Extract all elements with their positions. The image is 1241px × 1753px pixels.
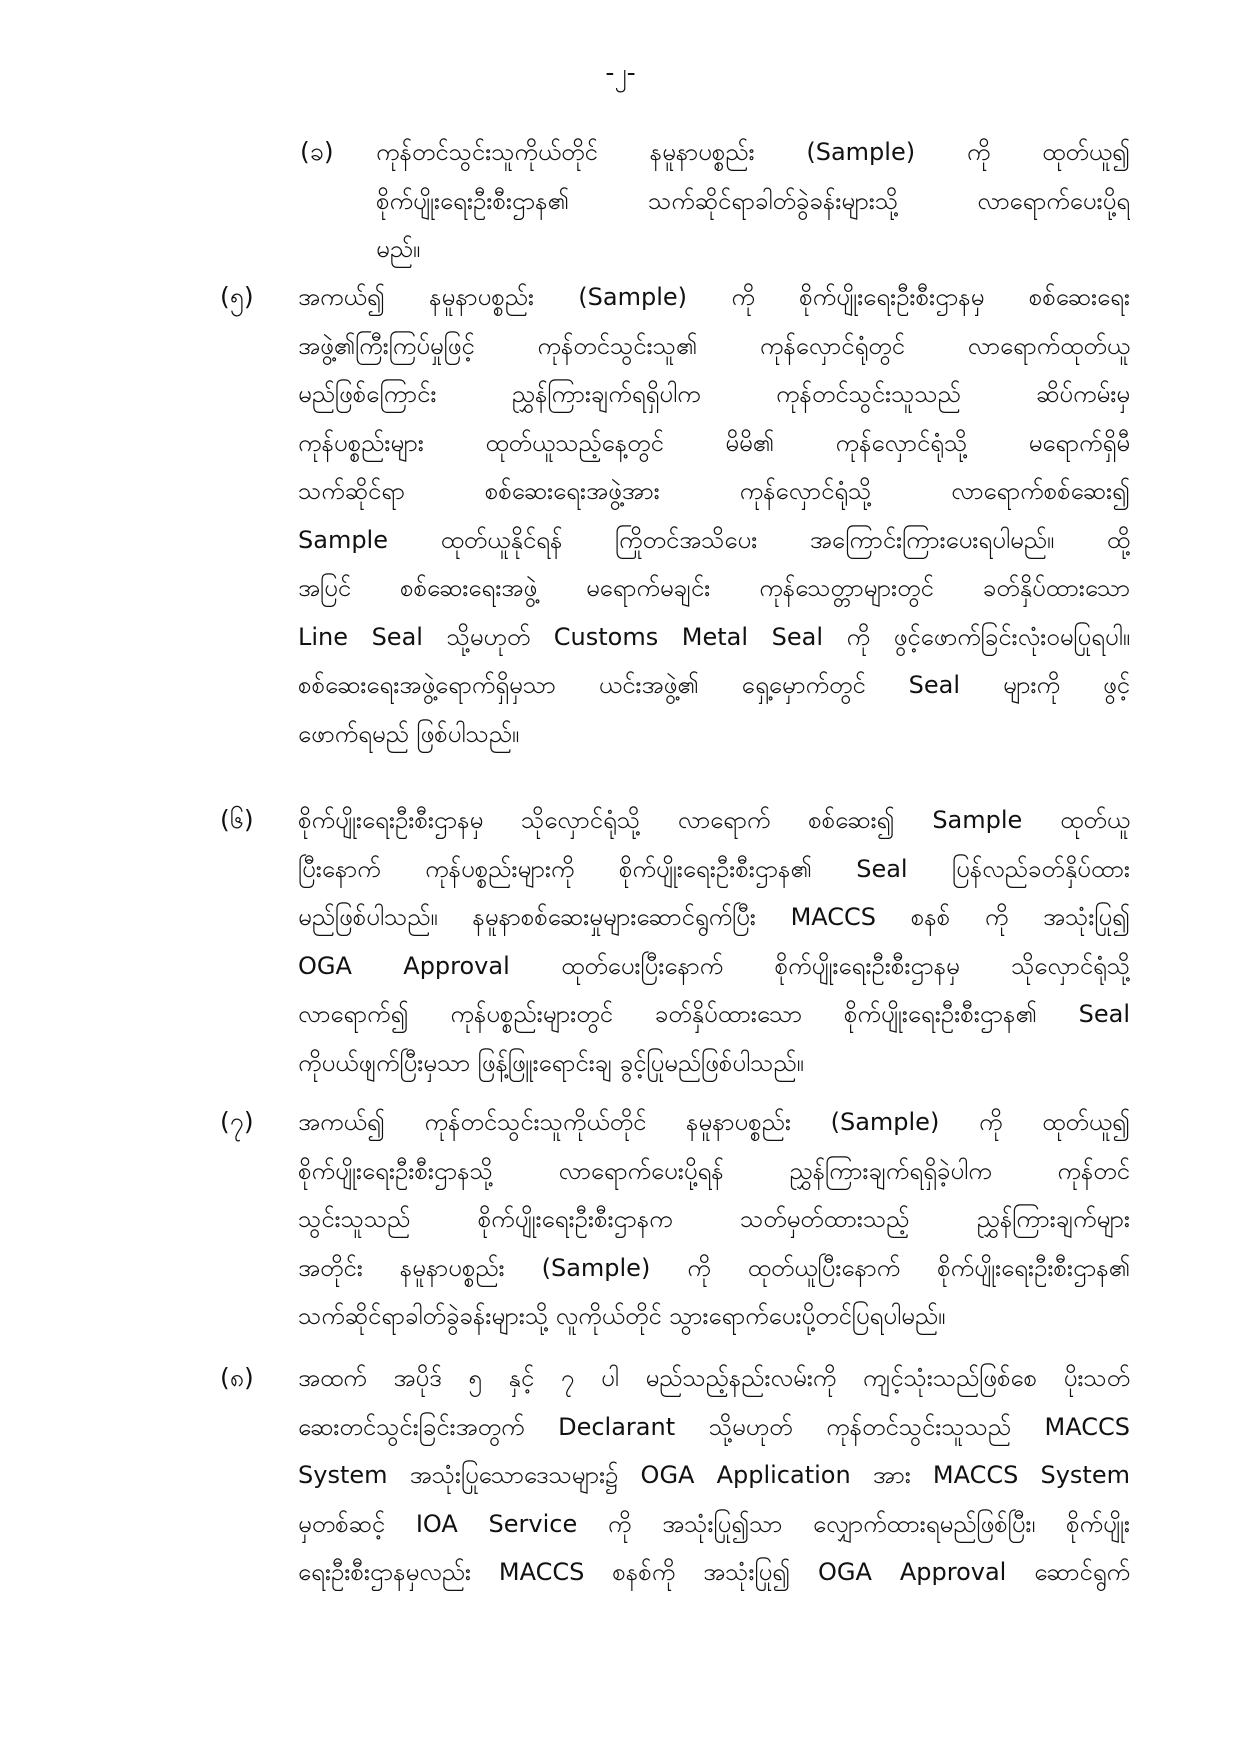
page-number: -၂- xyxy=(605,58,636,87)
text-line: မည်ဖြစ်ကြောင်း ညွှန်ကြားချက်ရရှိပါက ကုန်တင်သွင်းသူသည် ဆိပ်ကမ်းမှ xyxy=(298,380,1130,408)
text-line: OGA Approval ထုတ်ပေးပြီးနောက် စိုက်ပျိုးရေးဦးစီးဌာနမှ သိုလှောင်ရုံသို့ xyxy=(298,951,1130,980)
text-line: အတိုင်း နမူနာပစ္စည်း (Sample) ကို ထုတ်ယူပြီးနောက် စိုက်ပျိုးရေးဦးစီးဌာန၏ xyxy=(298,1253,1130,1282)
paragraph-number: (၅) xyxy=(220,282,254,311)
text-line: အပြင် စစ်ဆေးရေးအဖွဲ့ မရောက်မချင်း ကုန်သေတ္တာများတွင် ခတ်နှိပ်ထားသော xyxy=(298,574,1130,602)
text-line: စစ်ဆေးရေးအဖွဲ့ရောက်ရှိမှသာ ယင်းအဖွဲ့၏ ရှေ့မှောက်တွင် Seal များကို ဖွင့် xyxy=(298,671,1130,699)
text-line: မှတစ်ဆင့် IOA Service ကို အသုံးပြု၍သာ လျှောက်ထားရမည်ဖြစ်ပြီး၊ စိုက်ပျိုး xyxy=(298,1509,1130,1538)
text-line: လာရောက်၍ ကုန်ပစ္စည်းများတွင် ခတ်နှိပ်ထားသော စိုက်ပျိုးရေးဦးစီးဌာန၏ Seal xyxy=(298,1000,1130,1028)
text-line: စိုက်ပျိုးရေးဦးစီးဌာနသို့ လာရောက်ပေးပို့ရန် ညွှန်ကြားချက်ရရှိခဲ့ပါက ကုန်တင် xyxy=(298,1156,1130,1185)
text-line: စိုက်ပျိုးရေးဦးစီးဌာနမှ သိုလှောင်ရုံသို့ လာရောက် စစ်ဆေး၍ Sample ထုတ်ယူ xyxy=(298,806,1130,834)
text-line: Sample ထုတ်ယူနိုင်ရန် ကြိုတင်အသိပေး အကြောင်းကြားပေးရပါမည်။ ထို့ xyxy=(298,525,1130,554)
paragraph-number: (၇) xyxy=(220,1107,254,1136)
text-line: ဖောက်ရမည် ဖြစ်ပါသည်။ xyxy=(298,719,520,748)
paragraph-text xyxy=(298,1098,1130,1341)
paragraph-number: (ခ) xyxy=(300,137,334,166)
paragraph-text xyxy=(298,796,1130,1087)
text-line: မည်ဖြစ်ပါသည်။ နမူနာစစ်ဆေးမှုများဆောင်ရွက်ပြီး MACCS စနစ် ကို အသုံးပြု၍ xyxy=(298,903,1130,931)
text-line: ရေးဦးစီးဌာနမှလည်း MACCS စနစ်ကို အသုံးပြု၍ OGA Approval ဆောင်ရွက် xyxy=(298,1558,1130,1586)
text-line: သွင်းသူသည် စိုက်ပျိုးရေးဦးစီးဌာနက သတ်မှတ်ထားသည့် ညွှန်ကြားချက်များ xyxy=(298,1205,1130,1233)
text-line: System အသုံးပြုသောဒေသများ၌ OGA Application အား MACCS System xyxy=(298,1461,1130,1489)
text-line: ကုန်တင်သွင်းသူကိုယ်တိုင် နမူနာပစ္စည်း (Sample) ကို ထုတ်ယူ၍ xyxy=(376,138,1130,166)
paragraph-text xyxy=(376,128,1130,274)
paragraph-number: (၈) xyxy=(220,1363,254,1392)
text-line: အထက် အပိုဒ် ၅ နှင့် ၇ ပါ မည်သည့်နည်းလမ်းကို ကျင့်သုံးသည်ဖြစ်စေ ပိုးသတ် xyxy=(298,1364,1130,1392)
text-line: Line Seal သို့မဟုတ် Customs Metal Seal ကို ဖွင့်ဖောက်ခြင်းလုံးဝမပြုရပါ။ xyxy=(298,622,1130,651)
text-line: အဖွဲ့၏ကြီးကြပ်မှုဖြင့် ကုန်တင်သွင်းသူ၏ ကုန်လှောင်ရုံတွင် လာရောက်ထုတ်ယူ xyxy=(298,331,1130,360)
paragraph-text xyxy=(298,1354,1130,1597)
text-line: ဆေးတင်သွင်းခြင်းအတွက် Declarant သို့မဟုတ် ကုန်တင်သွင်းသူသည် MACCS xyxy=(298,1412,1130,1441)
paragraph-number: (၆) xyxy=(220,805,254,834)
text-line: အကယ်၍ ကုန်တင်သွင်းသူကိုယ်တိုင် နမူနာပစ္စည်း (Sample) ကို ထုတ်ယူ၍ xyxy=(298,1108,1130,1136)
paragraph-text xyxy=(298,273,1130,758)
text-line: ကုန်ပစ္စည်းများ ထုတ်ယူသည့်နေ့တွင် မိမိ၏ ကုန်လှောင်ရုံသို့ မရောက်ရှိမီ xyxy=(298,428,1130,457)
text-line: အကယ်၍ နမူနာပစ္စည်း (Sample) ကို စိုက်ပျိုးရေးဦးစီးဌာနမှ စစ်ဆေးရေး xyxy=(298,283,1130,311)
text-line: သက်ဆိုင်ရာခါတ်ခွဲခန်းများသို့ လူကိုယ်တိုင် သွားရောက်ပေးပို့တင်ပြရပါမည်။ xyxy=(298,1302,946,1330)
text-line: စိုက်ပျိုးရေးဦးစီးဌာန၏ သက်ဆိုင်ရာခါတ်ခွဲခန်းများသို့ လာရောက်ပေးပို့ရ xyxy=(376,186,1130,215)
text-line: မည်။ xyxy=(376,235,421,263)
text-line: ပြီးနောက် ကုန်ပစ္စည်းများကို စိုက်ပျိုးရေးဦးစီးဌာန၏ Seal ပြန်လည်ခတ်နှိပ်ထား xyxy=(298,854,1130,883)
text-line: သက်ဆိုင်ရာ စစ်ဆေးရေးအဖွဲ့အား ကုန်လှောင်ရုံသို့ လာရောက်စစ်ဆေး၍ xyxy=(298,477,1130,505)
text-line: ကိုပယ်ဖျက်ပြီးမှသာ ဖြန့်ဖြူးရောင်းချ ခွင့်ပြုမည်ဖြစ်ပါသည်။ xyxy=(298,1048,804,1077)
